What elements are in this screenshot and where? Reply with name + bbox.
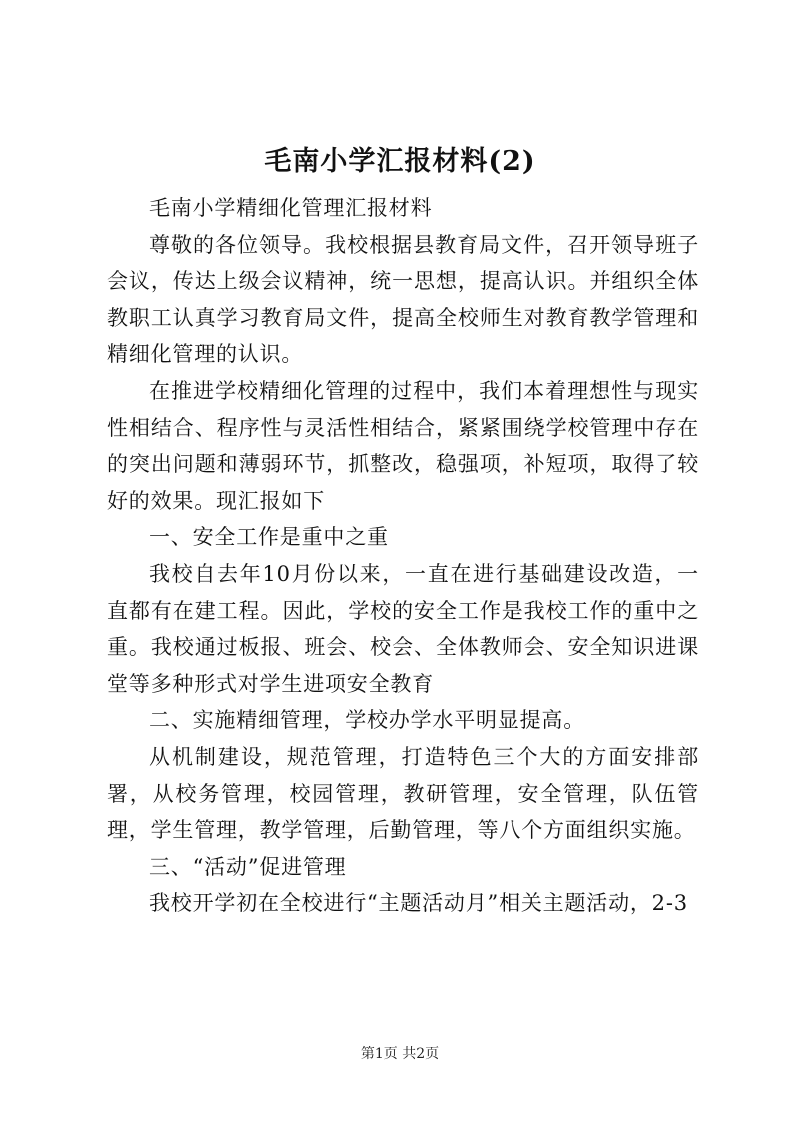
paragraph-activities: 我校开学初在全校进行“主题活动月”相关主题活动，2-3 (149, 891, 688, 916)
document-body (107, 190, 699, 922)
paragraph-subtitle: 毛南小学精细化管理汇报材料 (149, 196, 433, 220)
section-heading-management: 二、实施精细管理，学校办学水平明显提高。 (149, 708, 585, 733)
document-title: 毛南小学汇报材料(2) (264, 146, 536, 177)
page-footer: 第1页 共2页 (360, 1046, 440, 1062)
paragraph-greeting: 尊敬的各位领导。我校根据县教育局文件，召开领导班子会议，传达上级会议精神，统一思想，提高认识。并组织全体教职工认真学习教育局文件，提高全校师生对教育教学管理和精细化管理的认识。 (107, 232, 699, 367)
paragraph-management: 从机制建设，规范管理，打造特色三个大的方面安排部署，从校务管理，校园管理，教研管理，安全管理，队伍管理，学生管理，教学管理，后勤管理，等八个方面组织实施。 (107, 744, 699, 843)
section-heading-activities: 三、“活动”促进管理 (149, 854, 347, 879)
paragraph-intro: 在推进学校精细化管理的过程中，我们本着理想性与现实性相结合、程序性与灵活性相结合，紧紧围绕学校管理中存在的突出问题和薄弱环节，抓整改，稳强项，补短项，取得了较好的效果。现汇报如下 (107, 378, 699, 513)
section-heading-safety: 一、安全工作是重中之重 (149, 525, 389, 550)
paragraph-safety: 我校自去年10月份以来，一直在进行基础建设改造，一直都有在建工程。因此，学校的安全工作是我校工作的重中之重。我校通过板报、班会、校会、全体教师会、安全知识进课堂等多种形式对学生进项安全教育 (107, 561, 699, 696)
